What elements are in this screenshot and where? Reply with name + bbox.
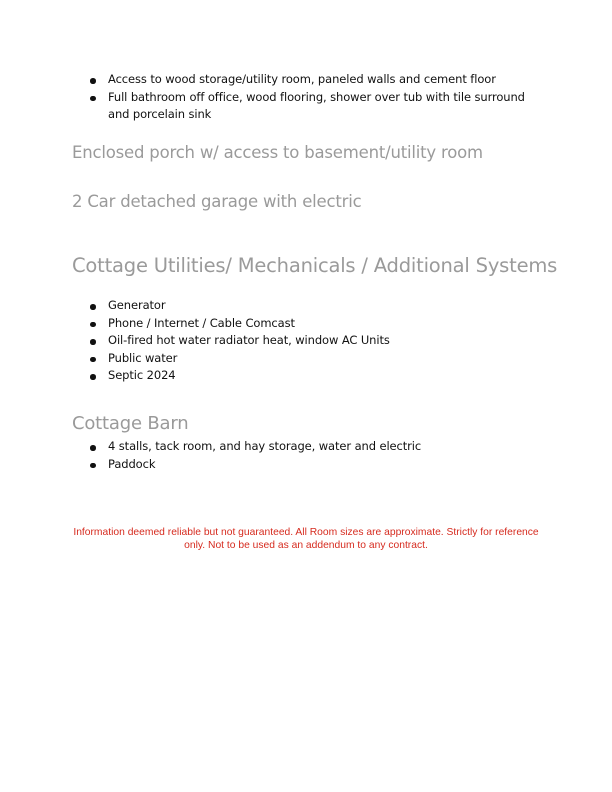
- list-item-text: Oil-fired hot water radiator heat, window AC Units: [108, 333, 390, 348]
- bullet-dot-icon: [90, 374, 96, 380]
- list-item: [72, 332, 542, 350]
- disclaimer-text: Information deemed reliable but not guaranteed. All Room sizes are approximate. Strictly for reference only. Not to be used as an addendum to any contract.: [73, 527, 539, 551]
- bullet-dot-icon: [90, 357, 96, 363]
- list-item: [72, 456, 542, 474]
- list-item-text: Access to wood storage/utility room, paneled walls and cement floor: [108, 72, 496, 86]
- list-item-text: 4 stalls, tack room, and hay storage, water and electric: [108, 439, 422, 453]
- list-item-text: Full bathroom off office, wood flooring, shower over tub with tile surround and porcelain sink: [108, 89, 525, 122]
- utilities-bullet-list: [72, 297, 542, 385]
- list-item-text: Paddock: [108, 456, 156, 471]
- bullet-dot-icon: [90, 445, 96, 451]
- list-item: [72, 89, 542, 124]
- utilities-heading: Cottage Utilities/ Mechanicals / Additional Systems: [72, 254, 558, 277]
- list-item-text: Phone / Internet / Cable Comcast: [108, 315, 295, 330]
- list-item-text: Septic 2024: [108, 368, 176, 383]
- list-item-text: Public water: [108, 350, 178, 365]
- intro-bullet-list: [72, 71, 542, 124]
- list-item: [72, 297, 542, 315]
- barn-heading: Cottage Barn: [72, 413, 189, 434]
- list-item: [72, 315, 542, 333]
- list-item: [72, 438, 542, 456]
- list-item: [72, 350, 542, 368]
- list-item: [72, 71, 542, 89]
- bullet-dot-icon: [90, 96, 96, 102]
- bullet-dot-icon: [90, 339, 96, 345]
- bullet-dot-icon: [90, 322, 96, 328]
- bullet-dot-icon: [90, 304, 96, 310]
- list-item-text: Generator: [108, 298, 166, 312]
- bullet-dot-icon: [90, 78, 96, 84]
- bullet-dot-icon: [90, 463, 96, 469]
- garage-heading: 2 Car detached garage with electric: [72, 192, 362, 211]
- porch-heading: Enclosed porch w/ access to basement/utility room: [72, 143, 483, 162]
- barn-bullet-list: [72, 438, 542, 473]
- list-item: [72, 367, 542, 385]
